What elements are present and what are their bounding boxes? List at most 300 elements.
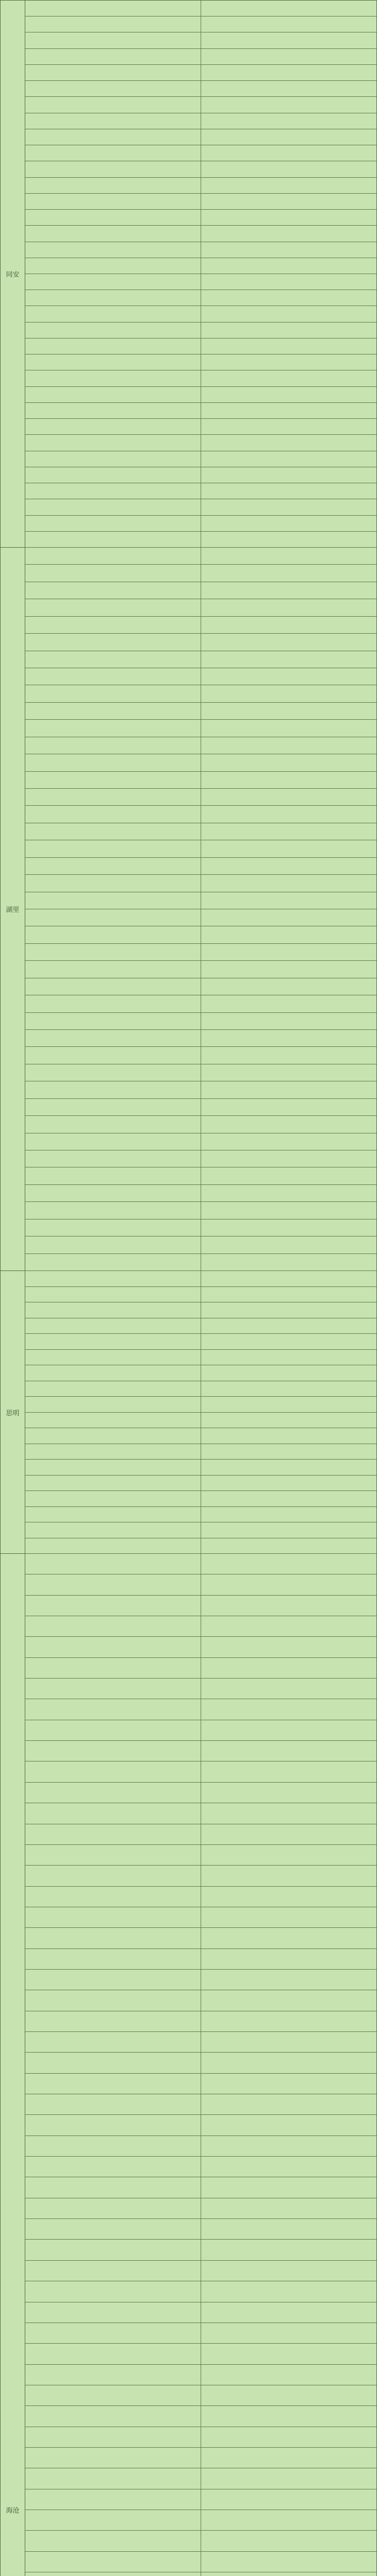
location-address xyxy=(201,2240,377,2260)
table-row xyxy=(25,2219,376,2240)
location-name xyxy=(25,1554,201,1574)
location-name xyxy=(25,1133,201,1150)
location-name xyxy=(25,2448,201,2468)
table-row xyxy=(25,1116,376,1133)
table-row xyxy=(25,789,376,806)
location-address xyxy=(201,840,377,857)
table-row xyxy=(25,1928,376,1948)
table-row xyxy=(25,113,376,129)
location-name xyxy=(25,703,201,719)
table-row xyxy=(25,2427,376,2448)
location-name xyxy=(25,2427,201,2447)
location-address xyxy=(201,926,377,943)
table-row xyxy=(25,1236,376,1253)
location-name xyxy=(25,258,201,274)
table-row xyxy=(25,1167,376,1184)
table-row xyxy=(25,81,376,97)
location-address xyxy=(201,599,377,616)
table-row xyxy=(25,892,376,909)
table-row xyxy=(25,516,376,532)
table-row xyxy=(25,97,376,113)
location-address xyxy=(201,467,377,483)
location-name xyxy=(25,995,201,1012)
location-name xyxy=(25,1887,201,1907)
table-row xyxy=(25,354,376,370)
table-row xyxy=(25,419,376,435)
location-address xyxy=(201,2489,377,2510)
location-name xyxy=(25,1970,201,1990)
location-address xyxy=(201,909,377,926)
location-name xyxy=(25,306,201,321)
location-address xyxy=(201,1444,377,1460)
location-name xyxy=(25,1803,201,1823)
location-name xyxy=(25,97,201,112)
location-name xyxy=(25,1741,201,1761)
table-row xyxy=(25,1047,376,1064)
location-address xyxy=(201,226,377,241)
location-name xyxy=(25,1116,201,1132)
table-row xyxy=(25,1397,376,1413)
location-address xyxy=(201,1064,377,1081)
location-name xyxy=(25,1574,201,1595)
location-name xyxy=(25,1866,201,1886)
location-name xyxy=(25,582,201,599)
table-row xyxy=(25,1219,376,1236)
location-name xyxy=(25,2406,201,2426)
location-name xyxy=(25,1030,201,1046)
location-address xyxy=(201,944,377,960)
location-name xyxy=(25,516,201,531)
location-address xyxy=(201,370,377,386)
location-name xyxy=(25,1507,201,1522)
location-name xyxy=(25,840,201,857)
location-address xyxy=(201,532,377,547)
location-name xyxy=(25,1413,201,1428)
location-name xyxy=(25,1444,201,1460)
table-row xyxy=(25,1064,376,1081)
location-name xyxy=(25,451,201,467)
table-row xyxy=(25,1741,376,1761)
table-row xyxy=(25,978,376,995)
location-address xyxy=(201,875,377,891)
location-address xyxy=(201,2323,377,2343)
table-row xyxy=(25,1133,376,1150)
table-row xyxy=(25,532,376,548)
table-row xyxy=(25,1803,376,1824)
location-name xyxy=(25,720,201,736)
location-address xyxy=(201,2011,377,2031)
location-name xyxy=(25,1824,201,1844)
location-address xyxy=(201,2074,377,2094)
location-address xyxy=(201,582,377,599)
location-address xyxy=(201,1334,377,1349)
location-name xyxy=(25,1720,201,1740)
location-address xyxy=(201,823,377,840)
table-row xyxy=(25,194,376,210)
location-address xyxy=(201,97,377,112)
table-row xyxy=(25,2281,376,2302)
location-address xyxy=(201,2094,377,2114)
table-row xyxy=(25,2177,376,2198)
location-name xyxy=(25,806,201,822)
district-label: 同安 xyxy=(1,1,25,548)
location-address xyxy=(201,1741,377,1761)
location-address xyxy=(201,2032,377,2052)
location-address xyxy=(201,1907,377,1927)
location-name xyxy=(25,2344,201,2364)
table-row xyxy=(25,2157,376,2177)
location-address xyxy=(201,1413,377,1428)
table-row xyxy=(25,651,376,668)
location-name xyxy=(25,370,201,386)
table-row xyxy=(25,403,376,419)
table-row xyxy=(25,129,376,145)
location-name xyxy=(25,145,201,161)
location-address xyxy=(201,210,377,225)
location-name xyxy=(25,1185,201,1201)
location-address xyxy=(201,258,377,274)
table-row xyxy=(25,1365,376,1381)
table-row xyxy=(25,1460,376,1476)
table-row xyxy=(25,2406,376,2427)
location-name xyxy=(25,1637,201,1657)
location-address xyxy=(201,1150,377,1167)
location-name xyxy=(25,1658,201,1678)
location-name xyxy=(25,1491,201,1506)
table-row xyxy=(25,2136,376,2157)
location-address xyxy=(201,194,377,209)
table-row xyxy=(25,1845,376,1866)
table-row xyxy=(25,1949,376,1970)
table-row xyxy=(25,1444,376,1460)
table-row xyxy=(25,2323,376,2344)
location-address xyxy=(201,1397,377,1412)
location-address xyxy=(201,1845,377,1865)
location-name xyxy=(25,1907,201,1927)
location-address xyxy=(201,2448,377,2468)
table-row xyxy=(25,258,376,274)
location-address xyxy=(201,1381,377,1397)
location-name xyxy=(25,2552,201,2572)
location-name xyxy=(25,1167,201,1184)
location-name xyxy=(25,2219,201,2239)
table-row xyxy=(25,2032,376,2053)
table-row xyxy=(25,1887,376,1907)
table-row xyxy=(25,145,376,161)
location-address xyxy=(201,1365,377,1381)
location-address xyxy=(201,1185,377,1201)
table-row xyxy=(25,1522,376,1538)
location-address xyxy=(201,2468,377,2488)
location-name xyxy=(25,1318,201,1334)
location-address xyxy=(201,995,377,1012)
location-name xyxy=(25,210,201,225)
location-address xyxy=(201,1030,377,1046)
location-address xyxy=(201,2531,377,2551)
location-name xyxy=(25,435,201,450)
location-address xyxy=(201,1236,377,1253)
location-address xyxy=(201,1803,377,1823)
location-name xyxy=(25,2240,201,2260)
location-address xyxy=(201,565,377,581)
location-name xyxy=(25,2302,201,2323)
location-address xyxy=(201,451,377,467)
location-name xyxy=(25,1013,201,1029)
table-row xyxy=(25,483,376,499)
table-row xyxy=(25,840,376,857)
table-row xyxy=(25,2344,376,2364)
table-row xyxy=(25,2510,376,2531)
location-name xyxy=(25,1334,201,1349)
location-address xyxy=(201,387,377,402)
table-row xyxy=(25,2261,376,2281)
table-row xyxy=(25,1699,376,1720)
table-row xyxy=(25,582,376,599)
table-row xyxy=(25,2468,376,2489)
table-row xyxy=(25,1381,376,1397)
location-address xyxy=(201,2136,377,2156)
table-row xyxy=(25,858,376,875)
location-address xyxy=(201,1167,377,1184)
location-name xyxy=(25,685,201,702)
location-name xyxy=(25,1302,201,1318)
location-address xyxy=(201,1254,377,1270)
location-name xyxy=(25,226,201,241)
table-row xyxy=(25,1271,376,1287)
location-address xyxy=(201,290,377,306)
location-address xyxy=(201,1538,377,1554)
location-name xyxy=(25,1699,201,1719)
table-row xyxy=(25,387,376,403)
table-row xyxy=(25,565,376,582)
table-row xyxy=(25,290,376,306)
location-address xyxy=(201,306,377,321)
table-row xyxy=(25,1990,376,2011)
location-address xyxy=(201,2427,377,2447)
location-name xyxy=(25,323,201,338)
location-address xyxy=(201,81,377,96)
location-name xyxy=(25,1616,201,1636)
table-row xyxy=(25,634,376,651)
location-address xyxy=(201,274,377,290)
district-label: 思明 xyxy=(1,1271,25,1554)
location-address xyxy=(201,2115,377,2135)
location-address xyxy=(201,1699,377,1719)
location-name xyxy=(25,1271,201,1286)
table-row xyxy=(25,1030,376,1047)
table-row xyxy=(25,226,376,242)
table-row xyxy=(25,754,376,771)
location-address xyxy=(201,1476,377,1491)
table-row xyxy=(25,772,376,789)
location-address xyxy=(201,145,377,161)
location-name xyxy=(25,1428,201,1444)
location-address xyxy=(201,499,377,515)
location-address xyxy=(201,32,377,48)
location-address xyxy=(201,789,377,805)
location-name xyxy=(25,978,201,995)
table-row xyxy=(25,2074,376,2094)
table-row xyxy=(25,16,376,32)
location-name xyxy=(25,926,201,943)
table-row xyxy=(25,668,376,685)
location-address xyxy=(201,1554,377,1574)
location-address xyxy=(201,1202,377,1218)
location-address xyxy=(201,2177,377,2197)
location-name xyxy=(25,2531,201,2551)
table-row xyxy=(25,1907,376,1928)
location-name xyxy=(25,754,201,771)
location-address xyxy=(201,403,377,418)
location-address xyxy=(201,806,377,822)
location-address xyxy=(201,419,377,434)
location-name xyxy=(25,2572,201,2576)
location-address xyxy=(201,961,377,977)
location-name xyxy=(25,2385,201,2405)
location-name xyxy=(25,129,201,145)
table-row xyxy=(25,1185,376,1202)
table-row xyxy=(25,2198,376,2219)
table-row xyxy=(25,2011,376,2032)
table-row xyxy=(25,720,376,737)
table-row xyxy=(25,823,376,840)
location-address xyxy=(201,1287,377,1302)
location-name xyxy=(25,2074,201,2094)
table-row xyxy=(25,1428,376,1444)
table-row xyxy=(25,1150,376,1167)
location-name xyxy=(25,242,201,258)
location-address xyxy=(201,737,377,754)
table-row xyxy=(25,2094,376,2115)
table-row xyxy=(25,617,376,634)
location-name xyxy=(25,1679,201,1699)
location-name xyxy=(25,1365,201,1381)
location-address xyxy=(201,720,377,736)
location-address xyxy=(201,338,377,354)
location-name xyxy=(25,387,201,402)
table-row xyxy=(25,1476,376,1492)
location-address xyxy=(201,1302,377,1318)
location-name xyxy=(25,1460,201,1475)
table-row xyxy=(25,1413,376,1429)
location-address xyxy=(201,548,377,564)
table-row xyxy=(25,65,376,81)
location-name xyxy=(25,403,201,418)
location-address xyxy=(201,703,377,719)
location-name xyxy=(25,2198,201,2218)
table-row xyxy=(25,548,376,565)
table-row xyxy=(25,178,376,194)
location-name xyxy=(25,1099,201,1115)
table-row xyxy=(25,499,376,515)
table-row xyxy=(25,1761,376,1782)
location-name xyxy=(25,467,201,483)
location-name xyxy=(25,2053,201,2073)
table-row xyxy=(25,2448,376,2468)
location-address xyxy=(201,685,377,702)
location-name xyxy=(25,2177,201,2197)
location-name xyxy=(25,1064,201,1081)
location-name xyxy=(25,789,201,805)
location-address xyxy=(201,772,377,788)
location-address xyxy=(201,1720,377,1740)
table-row xyxy=(25,1202,376,1219)
location-address xyxy=(201,1428,377,1444)
location-address xyxy=(201,16,377,32)
location-name xyxy=(25,565,201,581)
location-address xyxy=(201,892,377,909)
location-name xyxy=(25,1476,201,1491)
location-address xyxy=(201,1460,377,1475)
table-row xyxy=(25,1318,376,1334)
table-row xyxy=(25,1616,376,1637)
location-address xyxy=(201,435,377,450)
table-row xyxy=(25,2365,376,2385)
location-name xyxy=(25,1522,201,1538)
location-address xyxy=(201,1616,377,1636)
location-address xyxy=(201,1866,377,1886)
location-address xyxy=(201,2385,377,2405)
location-name xyxy=(25,1236,201,1253)
location-name xyxy=(25,651,201,668)
table-row xyxy=(25,703,376,720)
location-address xyxy=(201,2365,377,2385)
location-name xyxy=(25,290,201,306)
table-row xyxy=(25,806,376,823)
location-name xyxy=(25,1287,201,1302)
location-name xyxy=(25,354,201,370)
table-row xyxy=(25,737,376,754)
district-column xyxy=(1,1,25,2576)
table-row xyxy=(25,210,376,226)
table-row xyxy=(25,2053,376,2073)
location-address xyxy=(201,65,377,80)
location-address xyxy=(201,651,377,668)
table-row xyxy=(25,961,376,978)
location-name xyxy=(25,875,201,891)
location-name xyxy=(25,1219,201,1236)
location-name xyxy=(25,81,201,96)
location-address xyxy=(201,1318,377,1334)
location-name xyxy=(25,2468,201,2488)
location-name xyxy=(25,1350,201,1365)
table-row xyxy=(25,161,376,177)
location-address xyxy=(201,1658,377,1678)
location-address xyxy=(201,1637,377,1657)
location-address xyxy=(201,323,377,338)
location-name xyxy=(25,274,201,290)
location-address xyxy=(201,161,377,177)
location-address xyxy=(201,1271,377,1286)
location-name xyxy=(25,2157,201,2177)
location-address xyxy=(201,2510,377,2530)
location-name xyxy=(25,2011,201,2031)
location-name xyxy=(25,1538,201,1554)
table-row xyxy=(25,1824,376,1845)
location-address xyxy=(201,49,377,64)
location-address xyxy=(201,2157,377,2177)
location-address xyxy=(201,1783,377,1803)
location-address xyxy=(201,113,377,129)
location-address xyxy=(201,1522,377,1538)
location-address xyxy=(201,1350,377,1365)
table-row xyxy=(25,467,376,483)
location-name xyxy=(25,1928,201,1948)
table-row xyxy=(25,323,376,338)
location-address xyxy=(201,978,377,995)
location-address xyxy=(201,1491,377,1506)
location-name xyxy=(25,1990,201,2010)
